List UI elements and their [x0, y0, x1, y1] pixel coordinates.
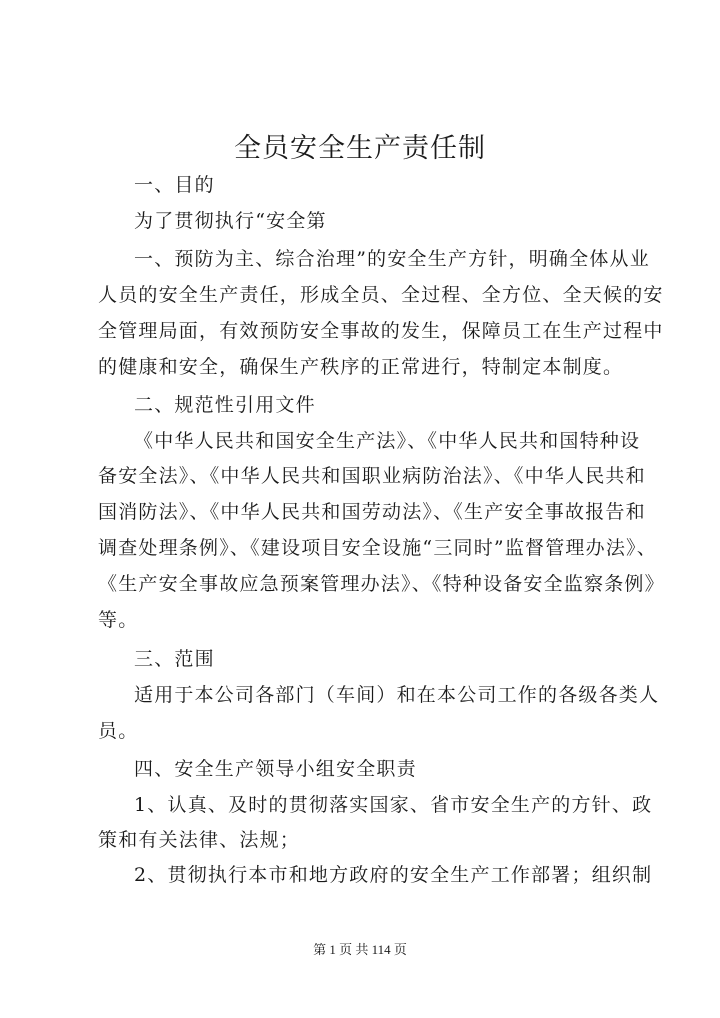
- section-heading-scope: 三、范围: [134, 648, 215, 670]
- paragraph-line: 人员的安全生产责任，形成全员、全过程、全方位、全天候的安: [98, 284, 664, 306]
- paragraph-line: 适用于本公司各部门（车间）和在本公司工作的各级各类人: [134, 684, 660, 706]
- paragraph-line: 的健康和安全，确保生产秩序的正常进行，特制定本制度。: [98, 356, 624, 378]
- paragraph-line: 国消防法》、《中华人民共和国劳动法》、《生产安全事故报告和: [98, 501, 646, 523]
- paragraph-line: 一、预防为主、综合治理”的安全生产方针，明确全体从业: [134, 248, 650, 270]
- section-heading-references: 二、规范性引用文件: [134, 394, 316, 416]
- section-heading-purpose: 一、目的: [134, 174, 215, 196]
- section-heading-leadership: 四、安全生产领导小组安全职责: [134, 758, 417, 780]
- page-number-footer: 第 1 页 共 114 页: [313, 942, 407, 957]
- paragraph-line: 策和有关法律、法规；: [98, 829, 301, 851]
- paragraph-line: 备安全法》、《中华人民共和国职业病防治法》、《中华人民共和: [98, 465, 646, 487]
- paragraph-line: 《生产安全事故应急预案管理办法》、《特种设备安全监察条例》: [98, 573, 665, 595]
- paragraph-line: 1、认真、及时的贯彻落实国家、省市安全生产的方针、政: [134, 794, 653, 816]
- paragraph-line: 《中华人民共和国安全生产法》、《中华人民共和国特种设: [134, 430, 641, 452]
- paragraph-line: 等。: [98, 609, 139, 631]
- paragraph-line: 为了贯彻执行“安全第: [134, 210, 327, 232]
- paragraph-line: 2、贯彻执行本市和地方政府的安全生产工作部署；组织制: [134, 864, 653, 886]
- document-title: 全员安全生产责任制: [234, 133, 486, 164]
- paragraph-line: 全管理局面，有效预防安全事故的发生，保障员工在生产过程中: [98, 320, 664, 342]
- paragraph-line: 员。: [98, 720, 139, 742]
- paragraph-line: 调查处理条例》、《建设项目安全设施“三同时”监督管理办法》、: [98, 537, 657, 559]
